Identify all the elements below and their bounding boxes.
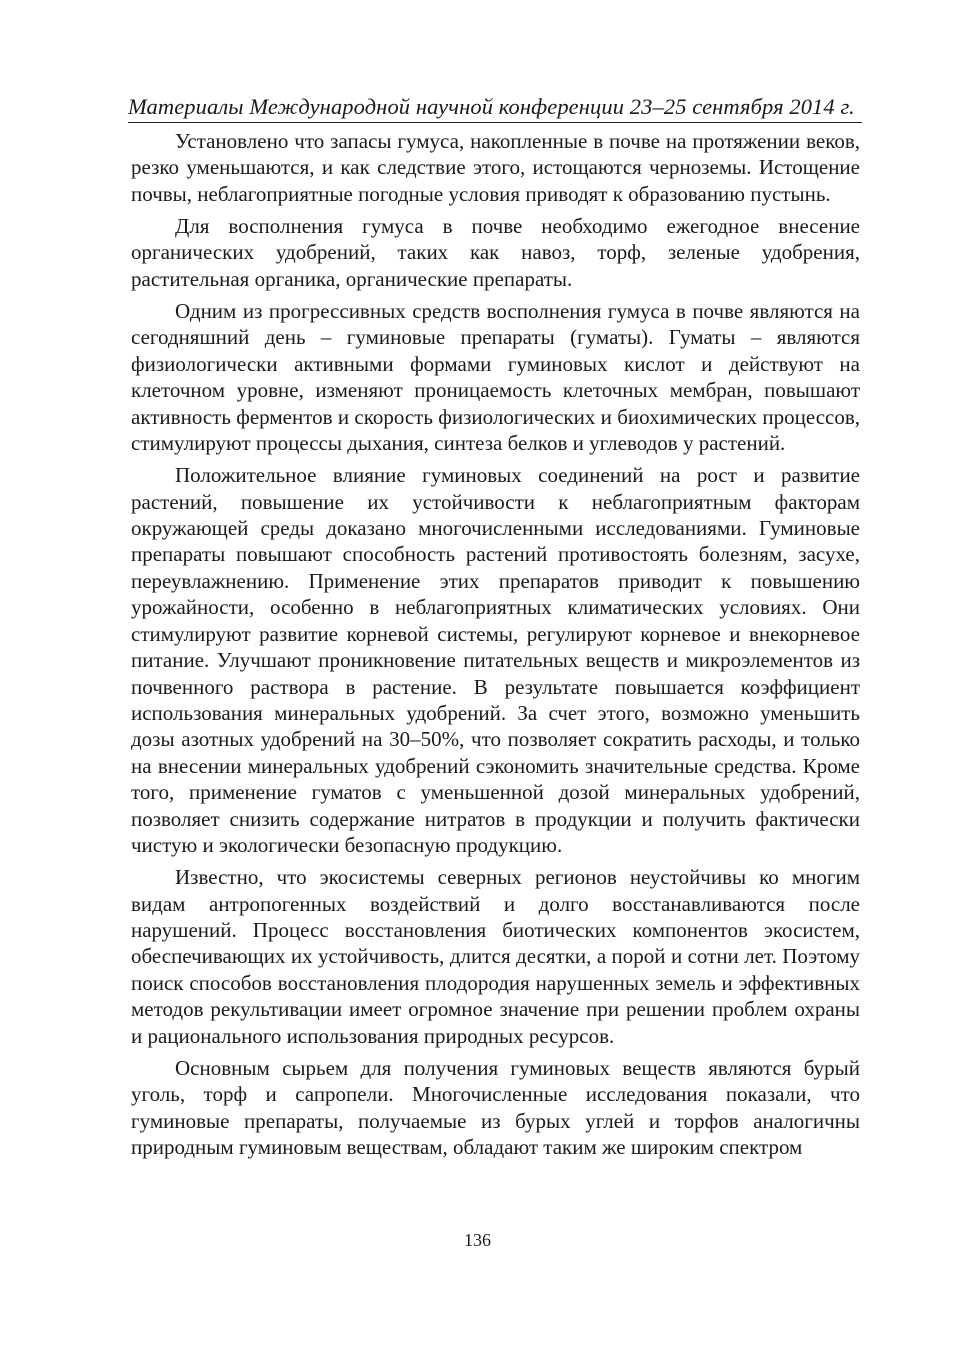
paragraph: Установлено что запасы гумуса, накопленные в почве на протяжении веков, резко уменьшаются, и как следствие этого, истощаются черноземы. Истощение почвы, неблагоприятные погодные условия приводят к образованию пустынь. — [131, 129, 860, 206]
page-number: 136 — [464, 1230, 491, 1250]
body-text — [131, 128, 860, 1166]
running-header: Материалы Международной научной конференции 23–25 сентября 2014 г. — [128, 94, 855, 119]
paragraph: Известно, что экосистемы северных регионов неустойчивы ко многим видам антропогенных воздействий и долго восстанавливаются после нарушений. Процесс восстановления биотических компонентов экосистем, обеспечивающих их устойчивость, длится десятки, а порой и сотни лет. Поэтому поиск способов восстановления плодородия нарушенных земель и эффективных методов рекультивации имеет огромное значение при решении проблем охраны и рационального использования природных ресурсов. — [131, 865, 860, 1048]
paragraph: Для восполнения гумуса в почве необходимо ежегодное внесение органических удобрений, таких как навоз, торф, зеленые удобрения, растительная органика, органические препараты. — [131, 214, 860, 291]
paragraph: Одним из прогрессивных средств восполнения гумуса в почве являются на сегодняшний день – гуминовые препараты (гуматы). Гуматы – являются физиологически активными формами гуминовых кислот и действуют на клеточном уровне, изменяют проницаемость клеточных мембран, повышают активность ферментов и скорость физиологических и биохимических процессов, стимулируют процессы дыхания, синтеза белков и углеводов у растений. — [131, 299, 860, 456]
paragraph: Положительное влияние гуминовых соединений на рост и развитие растений, повышение их устойчивости к неблагоприятным факторам окружающей среды доказано многочисленными исследованиями. Гуминовые препараты повышают способность растений противостоять болезням, засухе, переувлажнению. Применение этих препаратов приводит к повышению урожайности, особенно в неблагоприятных климатических условиях. Они стимулируют развитие корневой системы, регулируют корневое и внекорневое питание. Улучшают проникновение питательных веществ и микроэлементов из почвенного раствора в растение. В результате повышается коэффициент использования минеральных удобрений. За счет этого, возможно уменьшить дозы азотных удобрений на 30–50%, что позволяет сократить расходы, и только на внесении минеральных удобрений сэкономить значительные средства. Кроме того, применение гуматов с уменьшенной дозой минеральных удобрений, позволяет снизить содержание нитратов в продукции и получить фактически чистую и экологически безопасную продукцию. — [131, 463, 860, 857]
paragraph: Основным сырьем для получения гуминовых веществ являются бурый уголь, торф и сапропели. Многочисленные исследования показали, что гуминовые препараты, получаемые из бурых углей и торфов аналогичны природным гуминовым веществам, обладают таким же широким спектром — [131, 1055, 860, 1160]
header-rule — [128, 122, 862, 123]
